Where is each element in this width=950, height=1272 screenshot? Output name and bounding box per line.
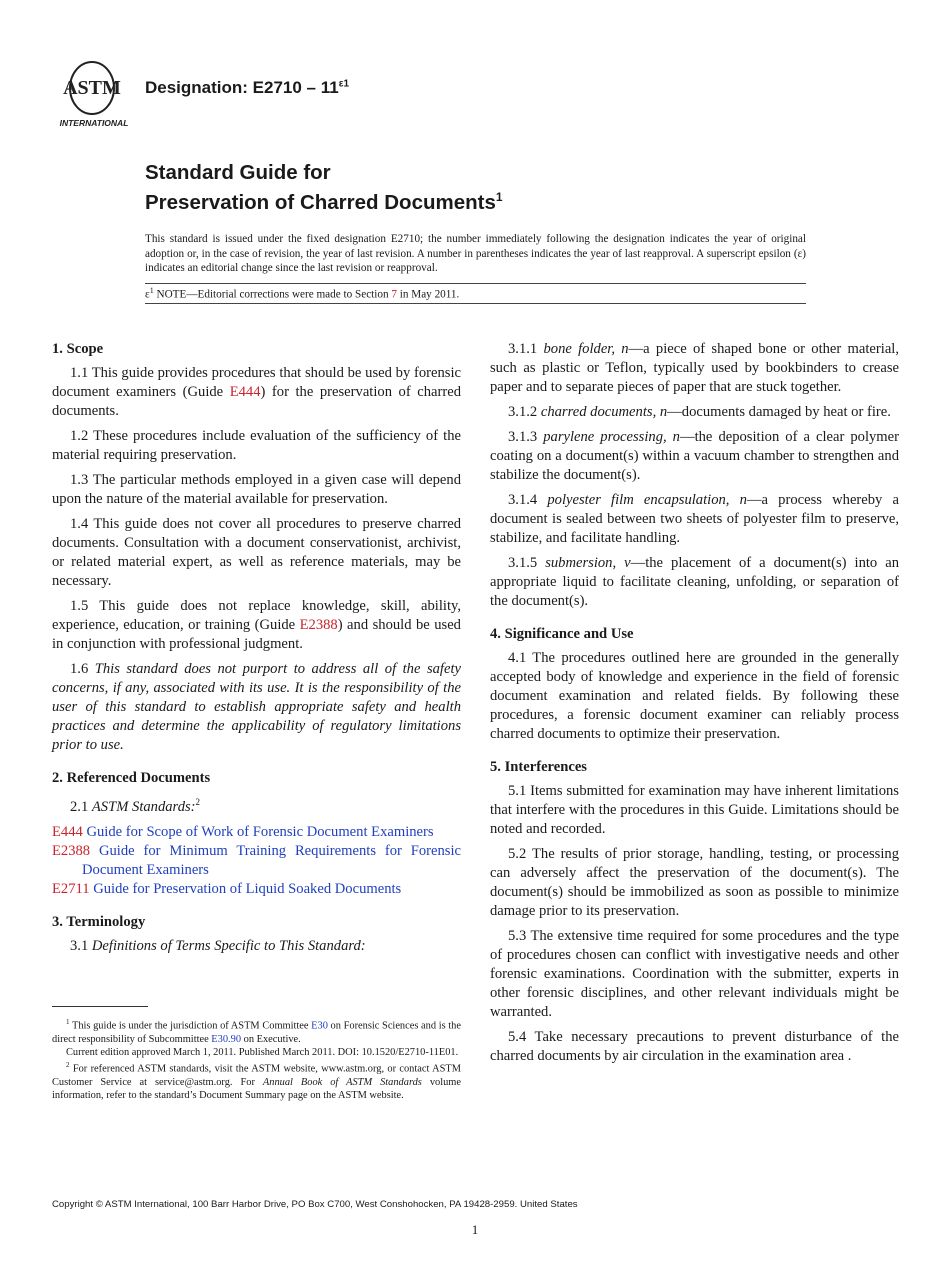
def-num: 3.1.4 [508, 492, 548, 508]
right-column [490, 340, 899, 1072]
definition-item [490, 428, 899, 485]
def-text: —a process whereby a document is sealed between two sheets of polyester film to preserve, stabilize, and facilitate handling. [490, 492, 900, 546]
footnote-1 [52, 1016, 461, 1046]
ref-code[interactable]: E2388 [52, 842, 91, 859]
title-line-2 [145, 185, 503, 215]
footnote-1-edition: Current edition approved March 1, 2011. Published March 2011. DOI: 10.1520/E2710-11E01. [66, 1047, 459, 1059]
p2-1-sup: 2 [195, 797, 201, 807]
def-num: 3.1.3 [508, 429, 544, 445]
editorial-note [145, 286, 459, 301]
def-num: 3.1.5 [508, 555, 546, 571]
def-term: submersion, v [545, 555, 631, 571]
p1-1-text: 1.1 This guide provides procedures that should be used by forensic document examiners (Guide [52, 365, 461, 400]
section-heading-terminology: 3. Terminology [52, 913, 146, 930]
reference-item[interactable] [52, 842, 461, 880]
page-number: 1 [471, 1222, 479, 1237]
p1-5-text-end: ) and should be used in conjunction with professional judgment. [52, 617, 461, 652]
def-text: —the placement of a document(s) into an appropriate liquid to facilitate cleaning, unfolding, or separation of the document(s). [490, 555, 899, 609]
p2-1-num: 2.1 [70, 798, 92, 815]
paragraph-4-1: 4.1 The procedures outlined here are grounded in the generally accepted body of knowledge and experience in the field of forensic document examination and related fields. By following these procedures, a forensic document examiner can reliably process charred documents to optimize their preservation. [490, 650, 899, 742]
paragraph-1-1 [52, 364, 461, 421]
copyright-notice: Copyright © ASTM International, 100 Barr Harbor Drive, PO Box C700, West Conshohocken, PA 19428-2959. United States [52, 1199, 578, 1210]
designation-epsilon: ε1 [338, 78, 350, 90]
fn1-text-3: on Executive. [241, 1033, 301, 1045]
def-text: —a piece of shaped bone or other material, such as plastic or Teflon, typically used by bookbinders to crease paper and to separate pieces of paper that are stuck together. [490, 341, 899, 395]
note-sup: 1 [149, 286, 154, 295]
p1-5-text: 1.5 This guide does not replace knowledge, skill, ability, experience, education, or training (Guide [52, 598, 461, 633]
footnotes [52, 1016, 461, 1103]
logo-text: ASTM [63, 77, 121, 99]
def-text: —documents damaged by heat or fire. [667, 404, 891, 420]
definition-item [490, 403, 899, 422]
issued-statement: This standard is issued under the fixed designation E2710; the number immediately following the designation indicates the year of original adoption or, in the case of revision, the year of last revision. A number in parentheses indicates the year of last reapproval. A superscript epsilon (ε) indicates an editorial change since the last revision or reapproval. [145, 233, 806, 275]
fn1-mark: 1 [66, 1018, 70, 1026]
section-heading-scope: 1. Scope [52, 341, 104, 357]
left-column [52, 340, 461, 962]
fn2-mark: 2 [66, 1061, 70, 1070]
paragraph-1-3: 1.3 The particular methods employed in a given case will depend upon the nature of the material available for preservation. [52, 472, 461, 507]
def-num: 3.1.2 [508, 404, 541, 420]
fn1-link-e30[interactable]: E30 [311, 1020, 328, 1032]
reference-item[interactable] [52, 880, 461, 899]
footnote-2 [52, 1059, 461, 1102]
def-term: charred documents, n [540, 404, 668, 420]
ref-title[interactable]: Guide for Scope of Work of Forensic Document Examiners [82, 823, 434, 840]
def-term: parylene processing, n [543, 429, 680, 445]
fn2-text: For referenced ASTM standards, visit the ASTM website, www.astm.org, or contact ASTM Customer Service at service@astm.org. For [52, 1063, 461, 1089]
paragraph-5-4: 5.4 Take necessary precautions to prevent disturbance of the charred documents by air circulation in the examination area . [490, 1029, 899, 1064]
p3-1-num: 3.1 [70, 937, 92, 954]
note-text: NOTE—Editorial corrections were made to Section [153, 288, 392, 301]
title-footnote-mark: 1 [495, 190, 503, 204]
section-heading-referenced: 2. Referenced Documents [52, 770, 211, 786]
note-section-link[interactable]: 7 [391, 288, 397, 301]
paragraph-1-2: 1.2 These procedures include evaluation of the sufficiency of the material requiring preservation. [52, 428, 461, 463]
fn1-link-e3090[interactable]: E30.90 [211, 1033, 242, 1045]
divider-bottom [145, 303, 806, 304]
title-line-2-text: Preservation of Charred Documents [145, 190, 496, 214]
fn1-text-2: on Forensic Sciences and is the direct responsibility of Subcommittee [52, 1020, 461, 1045]
paragraph-1-4: 1.4 This guide does not cover all procedures to preserve charred documents. Consultation with a document conservationist, archivist, or related material expert, as well as reference materials, may be necessary. [52, 516, 461, 589]
section-heading-interferences: 5. Interferences [490, 759, 587, 775]
fn2-text-end: volume information, refer to the standard’s Document Summary page on the ASTM website. [52, 1077, 461, 1102]
logo-subtext: INTERNATIONAL [59, 118, 129, 128]
ref-title[interactable]: Guide for Minimum Training Requirements for Forensic Document Examiners [82, 842, 461, 878]
definition-item [490, 340, 899, 397]
ref-link-e2388[interactable]: E2388 [299, 617, 338, 633]
definition-item [490, 554, 899, 611]
fn2-italic: Annual Book of ASTM Standards [262, 1077, 422, 1089]
fn1-text: This guide is under the jurisdiction of ASTM Committee [69, 1020, 312, 1032]
p1-1-text-end: ) for the preservation of charred documents. [52, 384, 461, 419]
page-title [145, 160, 503, 215]
section-heading-significance: 4. Significance and Use [490, 626, 634, 642]
p1-6-italic: This standard does not purport to address all of the safety concerns, if any, associated with its use. It is the responsibility of the user of this standard to establish appropriate safety and health practices and determine the applicability of regulatory limitations prior to use. [52, 661, 461, 753]
paragraph-1-6 [52, 660, 461, 755]
designation [145, 78, 349, 98]
ref-code[interactable]: E2711 [52, 880, 90, 897]
reference-item[interactable] [52, 823, 461, 842]
def-text: —the deposition of a clear polymer coating on a document(s) within a vacuum chamber to strengthen and stabilize the document(s). [490, 429, 899, 483]
note-text-end: in May 2011. [396, 288, 460, 301]
ref-link-e444[interactable]: E444 [229, 384, 261, 400]
def-term: bone folder, n [543, 341, 629, 357]
p1-6-num: 1.6 [70, 661, 95, 677]
ref-title[interactable]: Guide for Preservation of Liquid Soaked Documents [89, 880, 402, 897]
def-num: 3.1.1 [508, 341, 544, 357]
designation-label: Designation: E2710 – 11 [145, 78, 339, 97]
paragraph-1-5 [52, 597, 461, 654]
paragraph-2-1 [52, 793, 461, 817]
paragraph-5-2: 5.2 The results of prior storage, handling, testing, or processing can adversely affect the preservation of the document(s). The document(s) should be immobilized as soon as possible to minimize damage prior to its preservation. [490, 846, 899, 919]
note-epsilon: ε [145, 288, 150, 301]
ref-code[interactable]: E444 [52, 823, 83, 840]
def-term: polyester film encapsulation, n [547, 492, 747, 508]
p2-1-italic: ASTM Standards: [91, 798, 196, 815]
divider-top [145, 283, 806, 284]
paragraph-5-1: 5.1 Items submitted for examination may have inherent limitations that interfere with the procedures in this Guide. Limitations should be noted and recorded. [490, 783, 899, 837]
astm-logo [54, 58, 134, 130]
definition-item [490, 491, 899, 548]
paragraph-3-1 [52, 937, 461, 956]
paragraph-5-3: 5.3 The extensive time required for some procedures and the type of procedures chosen can conflict with investigative needs and other forensic examinations. Coordination with the submitter, experts in other forensic disciplines, and other relevant individuals might be warranted. [490, 928, 899, 1020]
title-line-1: Standard Guide for [145, 161, 331, 184]
p3-1-italic: Definitions of Terms Specific to This Standard: [91, 937, 366, 954]
footnote-divider [52, 1006, 148, 1007]
